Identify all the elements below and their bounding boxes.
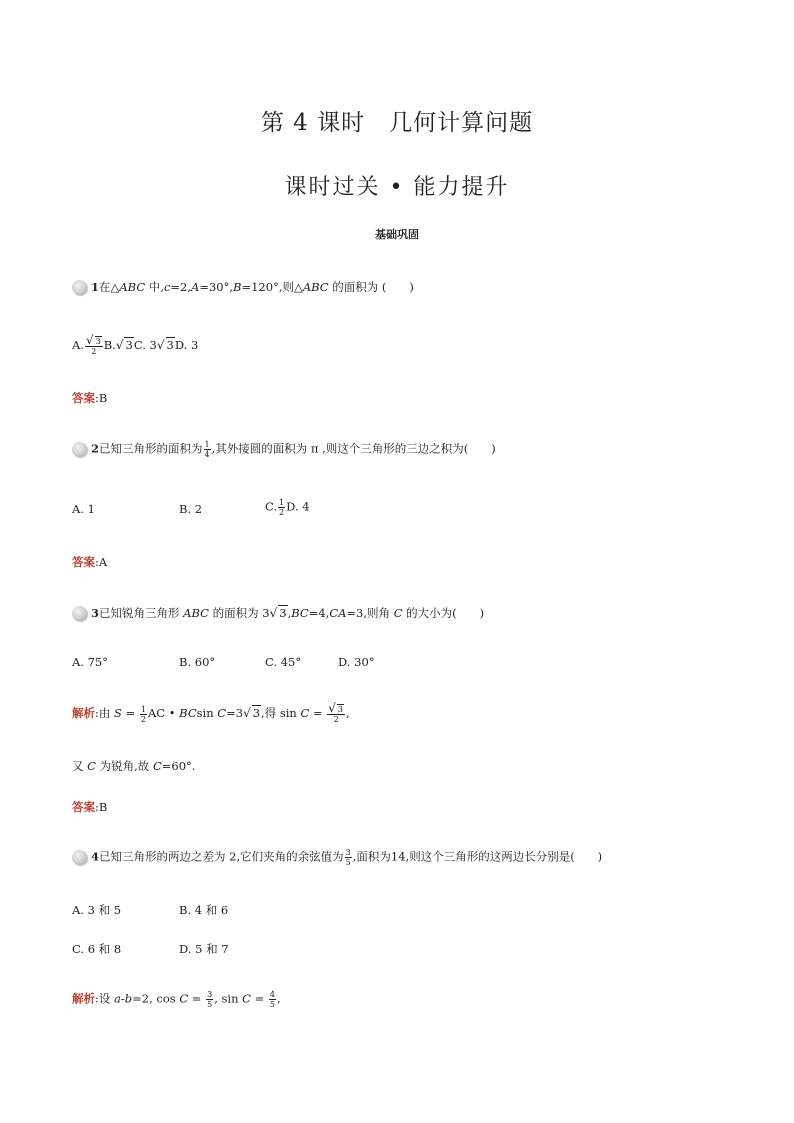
question-3-option-c: C. 45°	[265, 655, 302, 669]
question-4: 4已知三角形的两边之差为 2,它们夹角的余弦值为 $\frac{3}{5}$ ,面积为14,则这个三角形的这两边长分别是( )	[72, 848, 602, 867]
question-2-option-a: A. 1	[72, 502, 95, 516]
question-2: 2已知三角形的面积为 $\frac{1}{4}$ ,其外接圆的面积为 π ,则这个三角形的三边之积为( )	[72, 440, 496, 459]
question-3-option-d: D. 30°	[338, 655, 375, 669]
question-3-analysis-line2: 又 C 为锐角,故 C=60°.	[72, 759, 196, 773]
section-heading: 基础巩固	[375, 228, 419, 241]
question-4-option-a: A. 3 和 5	[72, 903, 122, 917]
question-4-analysis: 解析:设 a-b=2, cos C = $\frac{3}{5}$ , sin C = $\frac{4}{5}$ ,	[72, 990, 281, 1009]
bullet-circle-icon	[72, 850, 87, 865]
question-4-option-d: D. 5 和 7	[179, 942, 229, 956]
question-3-analysis: 解析:由 S = $\frac{1}{2}$ AC • BCsin C=3√ 3,得 sin C = $\frac{√ 3}{2}$ ,	[72, 701, 350, 724]
question-3-option-a: A. 75°	[72, 655, 108, 669]
question-2-option-cd: C. $\frac{1}{2}$ D. 4	[265, 498, 310, 517]
bullet-circle-icon	[72, 280, 87, 295]
question-3-answer: 答案:B	[72, 800, 108, 814]
bullet-circle-icon	[72, 442, 87, 457]
question-4-option-c: C. 6 和 8	[72, 942, 122, 956]
question-4-option-b: B. 4 和 6	[179, 903, 229, 917]
question-3-option-b: B. 60°	[179, 655, 216, 669]
question-1: 1在△ABC 中,c=2,A=30°,B=120°,则△ABC 的面积为 ( )	[72, 279, 414, 295]
page-subtitle: 课时过关 • 能力提升	[284, 175, 510, 200]
question-3: 3已知锐角三角形 ABC 的面积为 3√ 3,BC=4,CA=3,则角 C 的大小为( )	[72, 605, 484, 621]
question-2-option-b: B. 2	[179, 502, 203, 516]
bullet-circle-icon	[72, 606, 87, 621]
question-1-answer: 答案:B	[72, 391, 108, 405]
question-1-options: A. $\frac{√ 3}{2}$ B.√ 3C. 3√ 3D. 3	[72, 333, 199, 356]
page-title: 第 4 课时 几何计算问题	[260, 110, 534, 136]
question-2-answer: 答案:A	[72, 555, 108, 569]
